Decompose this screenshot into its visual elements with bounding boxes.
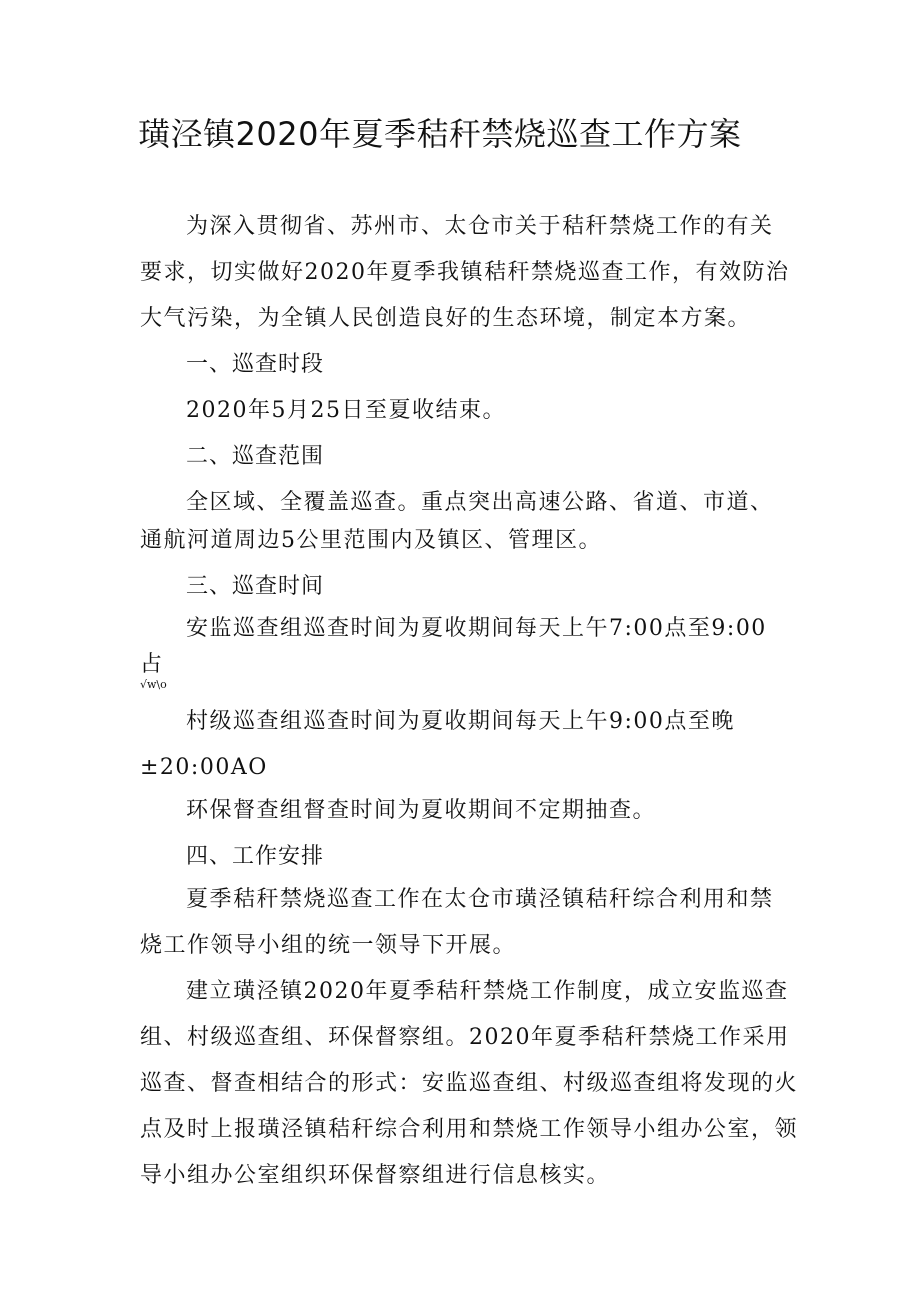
paragraph-line: 点及时上报璜泾镇秸秆综合利用和禁烧工作领导小组办公室，领 [140, 1117, 799, 1142]
paragraph-line: 导小组办公室组织环保督察组进行信息核实。 [140, 1163, 611, 1188]
paragraph-line: 占 [140, 652, 164, 677]
paragraph-line: 建立璜泾镇2020年夏季秸秆禁烧工作制度，成立安监巡查 [186, 979, 789, 1004]
paragraph-line: 巡查、督查相结合的形式：安监巡查组、村级巡查组将发现的火 [140, 1071, 799, 1096]
paragraph-line: 安监巡查组巡查时间为夏收期间每天上午7:00点至9:00 [186, 616, 767, 641]
garbled-ocr-text: √w\o [140, 678, 167, 691]
paragraph-line: 全区域、全覆盖巡查。重点突出高速公路、省道、市道、 [186, 490, 774, 515]
paragraph-line: 组、村级巡查组、环保督察组。2020年夏季秸秆禁烧工作采用 [140, 1025, 790, 1050]
paragraph-line: 大气污染，为全镇人民创造良好的生态环境，制定本方案。 [140, 306, 752, 331]
paragraph-line: 夏季秸秆禁烧巡查工作在太仓市璜泾镇秸秆综合利用和禁 [186, 887, 774, 912]
paragraph-line: 2020年5月25日至夏收结束。 [186, 398, 506, 423]
paragraph-line: 村级巡查组巡查时间为夏收期间每天上午9:00点至晚 [186, 709, 735, 734]
paragraph-line: 烧工作领导小组的统一领导下开展。 [140, 933, 517, 958]
section-heading-4: 四、工作安排 [186, 844, 325, 869]
section-heading-2: 二、巡查范围 [186, 444, 325, 469]
paragraph-line: 环保督查组督查时间为夏收期间不定期抽查。 [186, 798, 657, 823]
section-heading-3: 三、巡查时间 [186, 574, 325, 599]
paragraph-line: 要求，切实做好2020年夏季我镇秸秆禁烧巡查工作，有效防治 [140, 260, 790, 285]
paragraph-line: ±20:00AO [140, 755, 268, 780]
section-heading-1: 一、巡查时段 [186, 352, 325, 377]
document-title: 璜泾镇2020年夏季秸秆禁烧巡查工作方案 [138, 115, 742, 153]
paragraph-line: 通航河道周边5公里范围内及镇区、管理区。 [140, 528, 602, 553]
paragraph-line: 为深入贯彻省、苏州市、太仓市关于秸秆禁烧工作的有关 [186, 214, 774, 239]
